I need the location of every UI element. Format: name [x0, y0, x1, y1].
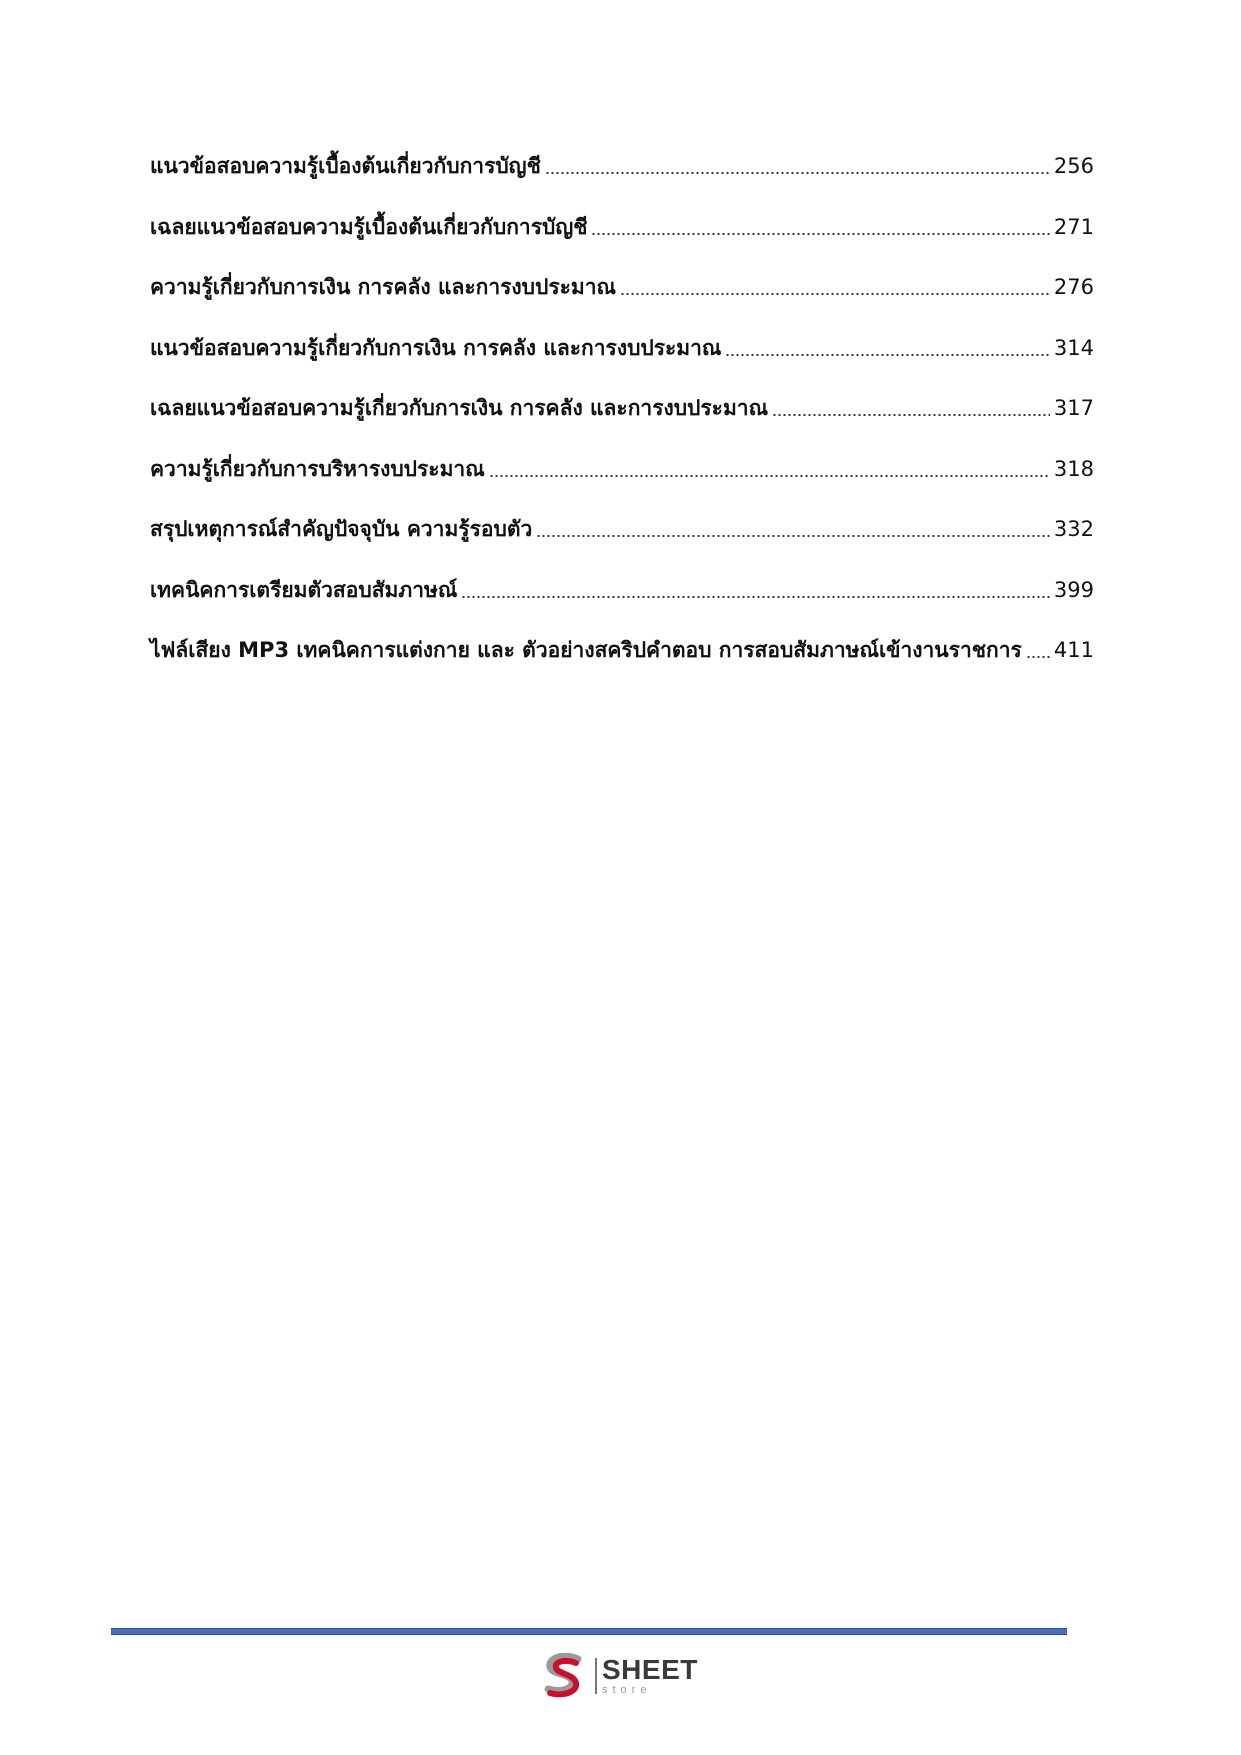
toc-dot-leader	[620, 293, 1050, 295]
toc-entry-title: ความรู้เกี่ยวกับการเงิน การคลัง และการงบประมาณ	[150, 275, 616, 299]
toc-entry[interactable]	[150, 422, 1094, 483]
toc-entry-title: เฉลยแนวข้อสอบความรู้เกี่ยวกับการเงิน การคลัง และการงบประมาณ	[150, 396, 769, 420]
toc-entry[interactable]	[150, 362, 1094, 423]
sheet-store-logo	[540, 1653, 710, 1699]
toc-entry-page: 332	[1053, 517, 1094, 541]
toc-entry[interactable]	[150, 180, 1094, 241]
logo-text	[602, 1656, 698, 1696]
toc-entry[interactable]	[150, 604, 1094, 665]
toc-entry-title: ไฟล์เสียง MP3 เทคนิคการแต่งกาย และ ตัวอย่างสคริปคำตอบ การสอบสัมภาษณ์เข้างานราชการ	[150, 638, 1022, 662]
toc-entry-page: 399	[1053, 577, 1094, 602]
toc-entry-page: 411	[1053, 638, 1094, 662]
logo-word: SHEET	[602, 1654, 698, 1685]
toc-entry-page: 318	[1053, 456, 1094, 481]
toc-dot-leader	[725, 354, 1049, 356]
toc-dot-leader	[591, 233, 1049, 235]
toc-dot-leader	[545, 172, 1050, 174]
toc-dot-leader	[461, 596, 1050, 598]
logo-subword: store	[602, 1684, 652, 1696]
table-of-contents	[150, 152, 1094, 664]
toc-entry[interactable]	[150, 152, 1094, 180]
toc-entry-title: เทคนิคการเตรียมตัวสอบสัมภาษณ์	[150, 577, 458, 602]
toc-dot-leader	[772, 414, 1050, 416]
toc-dot-leader	[489, 475, 1050, 477]
footer-rule	[111, 1628, 1067, 1635]
toc-entry-title: ความรู้เกี่ยวกับการบริหารงบประมาณ	[150, 456, 485, 481]
toc-entry-page: 276	[1053, 275, 1094, 299]
toc-entry-title: เฉลยแนวข้อสอบความรู้เบื้องต้นเกี่ยวกับการบัญชี	[150, 214, 588, 239]
toc-entry-page: 314	[1053, 335, 1094, 360]
toc-dot-leader	[536, 535, 1050, 537]
logo-separator	[595, 1658, 597, 1694]
toc-entry-title: แนวข้อสอบความรู้เบื้องต้นเกี่ยวกับการบัญชี	[150, 154, 541, 178]
toc-entry[interactable]	[150, 241, 1094, 302]
sheet-store-logo-icon	[540, 1653, 590, 1699]
toc-entry[interactable]	[150, 301, 1094, 362]
toc-dot-leader	[1026, 656, 1050, 658]
toc-entry-page: 317	[1053, 396, 1094, 420]
toc-entry-title: สรุปเหตุการณ์สำคัญปัจจุบัน ความรู้รอบตัว	[150, 517, 533, 541]
toc-entry-title: แนวข้อสอบความรู้เกี่ยวกับการเงิน การคลัง และการงบประมาณ	[150, 335, 722, 360]
toc-entry[interactable]	[150, 543, 1094, 604]
toc-entry-page: 271	[1053, 214, 1094, 239]
toc-entry-page: 256	[1053, 154, 1094, 178]
toc-entry[interactable]	[150, 483, 1094, 544]
